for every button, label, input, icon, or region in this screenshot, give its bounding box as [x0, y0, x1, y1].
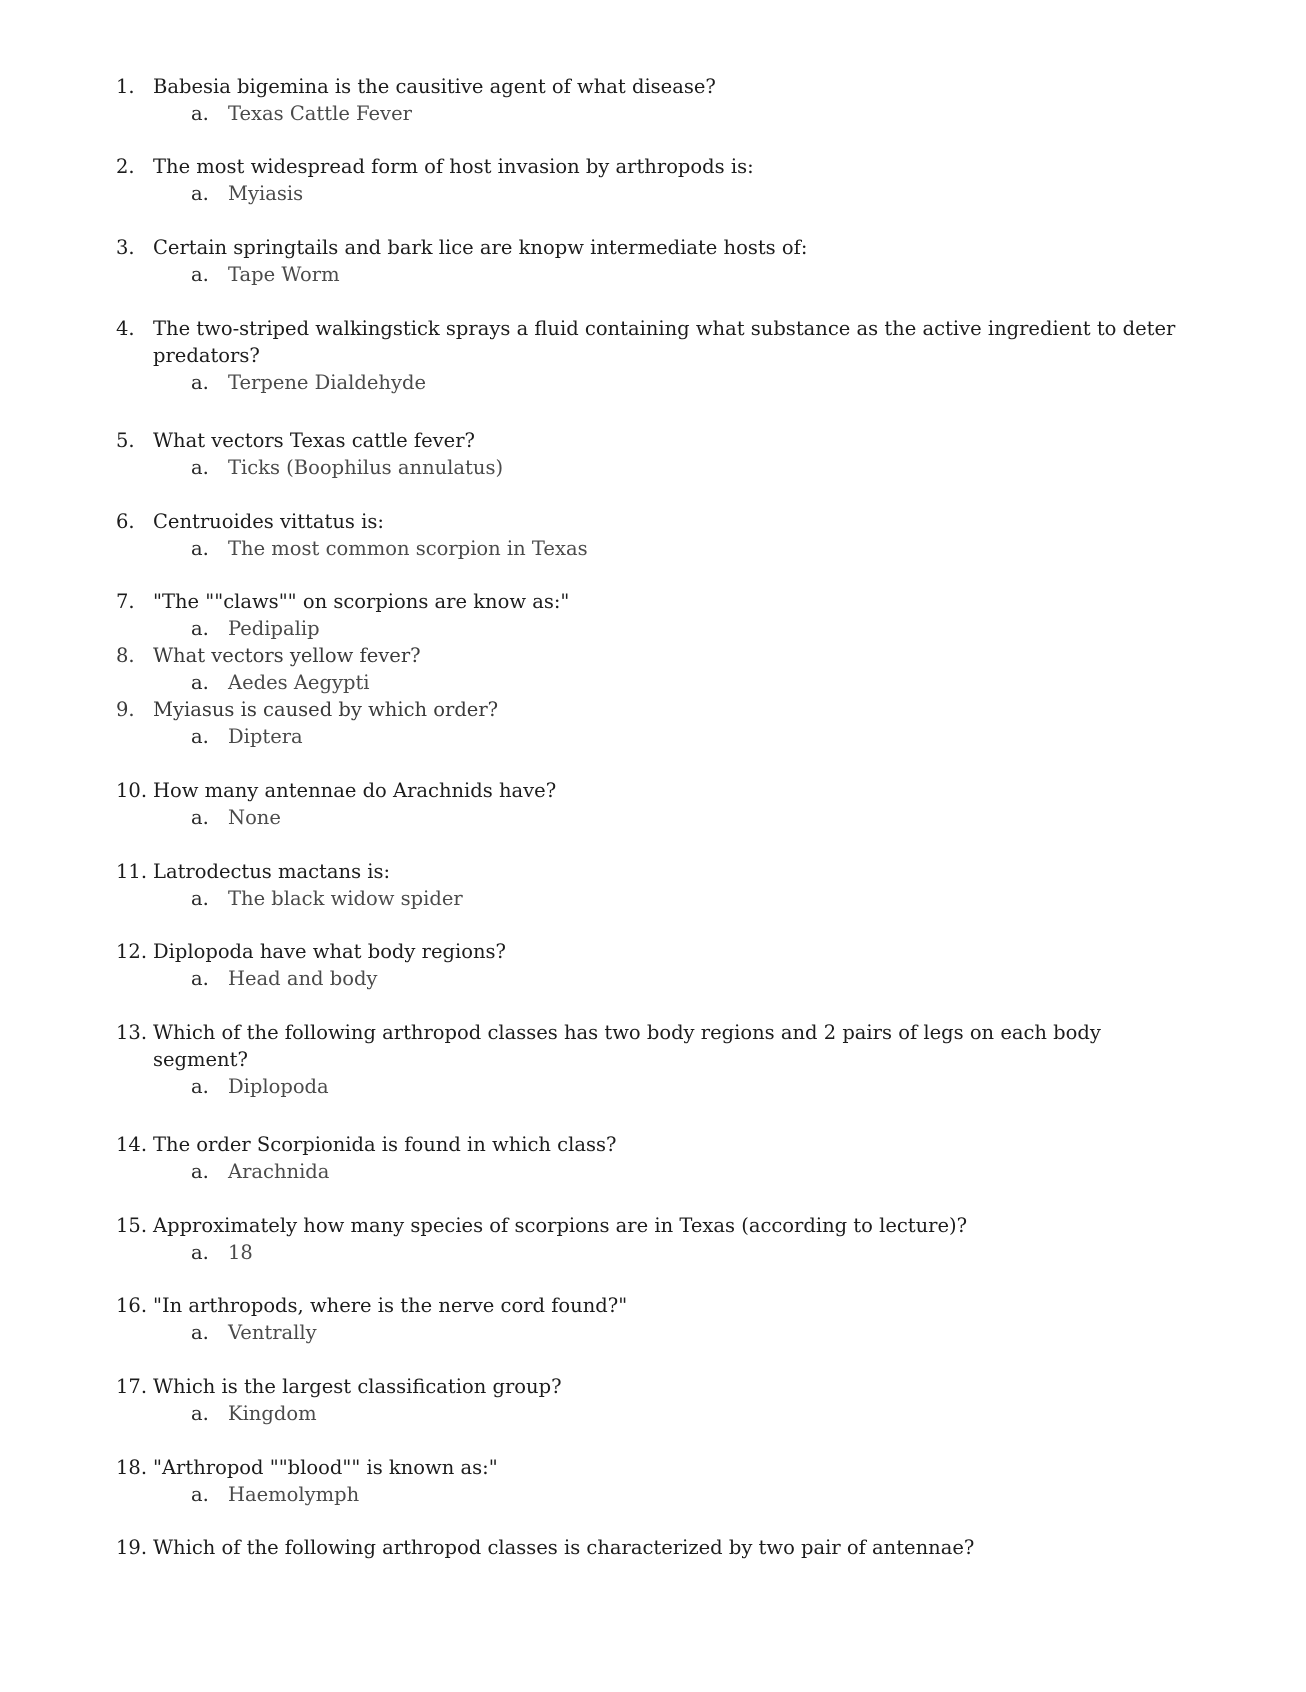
question-item	[0, 153, 1306, 207]
answer-text: Texas Cattle Fever	[228, 102, 412, 125]
answer-line	[0, 100, 1306, 127]
question-item	[0, 938, 1306, 992]
answer-line	[0, 1158, 1306, 1185]
answer-letter: a.	[191, 1321, 209, 1344]
answer-text: Haemolymph	[228, 1483, 360, 1506]
question-text: The two-striped walkingstick sprays a fluid containing what substance as the active ingredient to deter predators?	[153, 317, 1176, 367]
answer-line	[0, 804, 1306, 831]
question-item	[0, 1454, 1306, 1508]
answer-letter: a.	[191, 1160, 209, 1183]
answer-letter: a.	[191, 371, 209, 394]
answer-text: Head and body	[228, 967, 378, 990]
question-line	[0, 73, 1306, 100]
question-text: Certain springtails and bark lice are knopw intermediate hosts of:	[153, 236, 808, 259]
question-number: 2.	[116, 155, 135, 178]
question-line	[0, 1292, 1306, 1319]
question-text: Which of the following arthropod classes is characterized by two pair of antennae?	[153, 1536, 975, 1559]
question-line	[0, 1212, 1306, 1239]
question-item	[0, 588, 1306, 642]
answer-line	[0, 369, 1306, 396]
question-text: "The ""claws"" on scorpions are know as:"	[153, 590, 570, 613]
question-text: What vectors yellow fever?	[153, 644, 421, 667]
answer-letter: a.	[191, 806, 209, 829]
answer-letter: a.	[191, 967, 209, 990]
answer-line	[0, 669, 1306, 696]
answer-line	[0, 615, 1306, 642]
question-text: "In arthropods, where is the nerve cord found?"	[153, 1294, 628, 1317]
answer-letter: a.	[191, 537, 209, 560]
question-number: 12.	[116, 940, 148, 963]
question-item	[0, 1292, 1306, 1346]
answer-text: Tape Worm	[228, 263, 340, 286]
question-number: 13.	[116, 1021, 148, 1044]
answer-text: Arachnida	[228, 1160, 330, 1183]
answer-letter: a.	[191, 671, 209, 694]
question-line	[0, 153, 1306, 180]
answer-letter: a.	[191, 102, 209, 125]
question-text: What vectors Texas cattle fever?	[153, 429, 475, 452]
question-line	[0, 508, 1306, 535]
answer-text: The black widow spider	[228, 887, 463, 910]
question-text: Latrodectus mactans is:	[153, 860, 391, 883]
question-number: 11.	[116, 860, 148, 883]
answer-text: Pedipalip	[228, 617, 320, 640]
question-item	[0, 1534, 1306, 1561]
question-text: How many antennae do Arachnids have?	[153, 779, 557, 802]
question-number: 19.	[116, 1536, 148, 1559]
answer-text: Ticks (Boophilus annulatus)	[228, 456, 504, 479]
answer-line	[0, 723, 1306, 750]
question-number: 5.	[116, 429, 135, 452]
question-line	[0, 315, 1306, 369]
answer-line	[0, 454, 1306, 481]
answer-line	[0, 885, 1306, 912]
question-line	[0, 1454, 1306, 1481]
answer-text: Aedes Aegypti	[228, 671, 370, 694]
question-text: Centruoides vittatus is:	[153, 510, 384, 533]
question-line	[0, 696, 1306, 723]
answer-letter: a.	[191, 1483, 209, 1506]
answer-text: 18	[228, 1241, 253, 1264]
question-number: 16.	[116, 1294, 148, 1317]
answer-line	[0, 1239, 1306, 1266]
question-item	[0, 73, 1306, 127]
answer-text: Terpene Dialdehyde	[228, 371, 427, 394]
question-line	[0, 858, 1306, 885]
question-number: 14.	[116, 1133, 148, 1156]
answer-line	[0, 180, 1306, 207]
answer-letter: a.	[191, 725, 209, 748]
answer-text: Diplopoda	[228, 1075, 329, 1098]
question-item	[0, 315, 1306, 396]
question-line	[0, 1534, 1306, 1561]
answer-letter: a.	[191, 182, 209, 205]
question-line	[0, 777, 1306, 804]
answer-line	[0, 965, 1306, 992]
question-number: 7.	[116, 590, 135, 613]
question-text: Myiasus is caused by which order?	[153, 698, 499, 721]
question-number: 8.	[116, 644, 135, 667]
answer-letter: a.	[191, 617, 209, 640]
question-item	[0, 234, 1306, 288]
answer-letter: a.	[191, 263, 209, 286]
answer-text: Ventrally	[228, 1321, 317, 1344]
question-item	[0, 1373, 1306, 1427]
question-line	[0, 588, 1306, 615]
question-item	[0, 1212, 1306, 1266]
question-line	[0, 938, 1306, 965]
answer-text: Diptera	[228, 725, 303, 748]
question-item	[0, 1019, 1306, 1100]
answer-line	[0, 535, 1306, 562]
answer-text: None	[228, 806, 281, 829]
answer-text: Kingdom	[228, 1402, 317, 1425]
question-item	[0, 777, 1306, 831]
question-number: 17.	[116, 1375, 148, 1398]
answer-letter: a.	[191, 887, 209, 910]
question-item	[0, 1131, 1306, 1185]
answer-letter: a.	[191, 1402, 209, 1425]
answer-line	[0, 1481, 1306, 1508]
answer-letter: a.	[191, 1241, 209, 1264]
answer-letter: a.	[191, 456, 209, 479]
question-text: The order Scorpionida is found in which class?	[153, 1133, 617, 1156]
question-item	[0, 642, 1306, 696]
question-text: Babesia bigemina is the causitive agent of what disease?	[153, 75, 716, 98]
answer-line	[0, 1319, 1306, 1346]
question-text: "Arthropod ""blood"" is known as:"	[153, 1456, 498, 1479]
question-text: Which is the largest classification group?	[153, 1375, 562, 1398]
question-line	[0, 427, 1306, 454]
question-line	[0, 642, 1306, 669]
question-line	[0, 1373, 1306, 1400]
question-text: Approximately how many species of scorpions are in Texas (according to lecture)?	[153, 1214, 968, 1237]
question-item	[0, 696, 1306, 750]
question-number: 10.	[116, 779, 148, 802]
question-number: 3.	[116, 236, 135, 259]
answer-text: The most common scorpion in Texas	[228, 537, 588, 560]
question-number: 9.	[116, 698, 135, 721]
question-text: Diplopoda have what body regions?	[153, 940, 506, 963]
answer-line	[0, 261, 1306, 288]
question-text: The most widespread form of host invasion by arthropods is:	[153, 155, 754, 178]
answer-line	[0, 1073, 1306, 1100]
question-number: 15.	[116, 1214, 148, 1237]
question-item	[0, 858, 1306, 912]
answer-letter: a.	[191, 1075, 209, 1098]
answer-line	[0, 1400, 1306, 1427]
question-line	[0, 1131, 1306, 1158]
answer-text: Myiasis	[228, 182, 304, 205]
question-item	[0, 427, 1306, 481]
question-line	[0, 1019, 1306, 1073]
question-number: 18.	[116, 1456, 148, 1479]
question-number: 6.	[116, 510, 135, 533]
question-text: Which of the following arthropod classes has two body regions and 2 pairs of legs on each body segment?	[153, 1021, 1101, 1071]
question-number: 4.	[116, 317, 135, 340]
question-number: 1.	[116, 75, 135, 98]
question-item	[0, 508, 1306, 562]
question-line	[0, 234, 1306, 261]
